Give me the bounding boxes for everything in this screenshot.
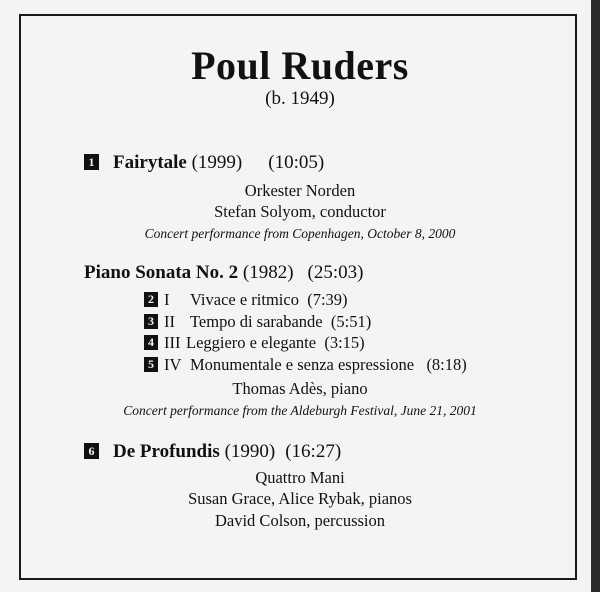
performance-note: Concert performance from Copenhagen, October 8, 2000 xyxy=(144,226,456,241)
work-duration: (10:05) xyxy=(268,152,325,173)
composer-name: Poul Ruders xyxy=(191,43,409,88)
movement-3 xyxy=(144,333,365,353)
track-number-3: 3 xyxy=(144,314,158,329)
movement-duration: (7:39) xyxy=(307,290,348,309)
work-title: Piano Sonata No. 2 xyxy=(84,262,239,283)
track-number-1: 1 xyxy=(84,154,99,170)
performer-pianists: Susan Grace, Alice Rybak, pianos xyxy=(188,489,412,508)
performer-percussion: David Colson, percussion xyxy=(214,511,386,530)
movement-numeral: IV xyxy=(164,355,182,374)
movement-2 xyxy=(144,312,371,332)
track-number-6: 6 xyxy=(84,443,99,459)
movement-4 xyxy=(144,355,467,375)
movement-1 xyxy=(144,290,348,310)
work-duration: (16:27) xyxy=(285,441,342,462)
movement-title: Vivace e ritmico xyxy=(190,290,299,309)
track-number-4: 4 xyxy=(144,335,158,350)
movement-title: Tempo di sarabande xyxy=(190,312,323,331)
movement-title: Monumentale e senza espressione xyxy=(190,355,415,374)
movement-numeral: I xyxy=(164,290,170,309)
movement-duration: (5:51) xyxy=(330,312,372,331)
work-year: (1982) xyxy=(242,262,294,283)
work-title: Fairytale xyxy=(113,152,187,173)
work-duration: (25:03) xyxy=(307,262,364,283)
work-fairytale xyxy=(84,152,324,174)
track-number-5: 5 xyxy=(144,357,158,372)
performer-ensemble: Quattro Mani xyxy=(255,468,345,487)
performance-note: Concert performance from the Aldeburgh Festival, June 21, 2001 xyxy=(123,403,477,418)
movement-numeral: III xyxy=(164,333,181,352)
movement-duration: (3:15) xyxy=(324,333,365,352)
movement-title: Leggiero e elegante xyxy=(186,333,317,352)
work-year: (1990) xyxy=(224,441,276,462)
work-title: De Profundis xyxy=(113,441,220,462)
composer-dates: (b. 1949) xyxy=(265,88,335,109)
work-piano-sonata xyxy=(84,262,363,284)
track-number-2: 2 xyxy=(144,292,158,307)
work-year: (1999) xyxy=(191,152,243,173)
performer-conductor: Stefan Solyom, conductor xyxy=(214,202,386,221)
work-de-profundis xyxy=(84,441,341,463)
performer-pianist: Thomas Adès, piano xyxy=(232,379,368,398)
performer-ensemble: Orkester Norden xyxy=(244,181,356,200)
movement-numeral: II xyxy=(164,312,175,331)
movement-duration: (8:18) xyxy=(426,355,467,374)
